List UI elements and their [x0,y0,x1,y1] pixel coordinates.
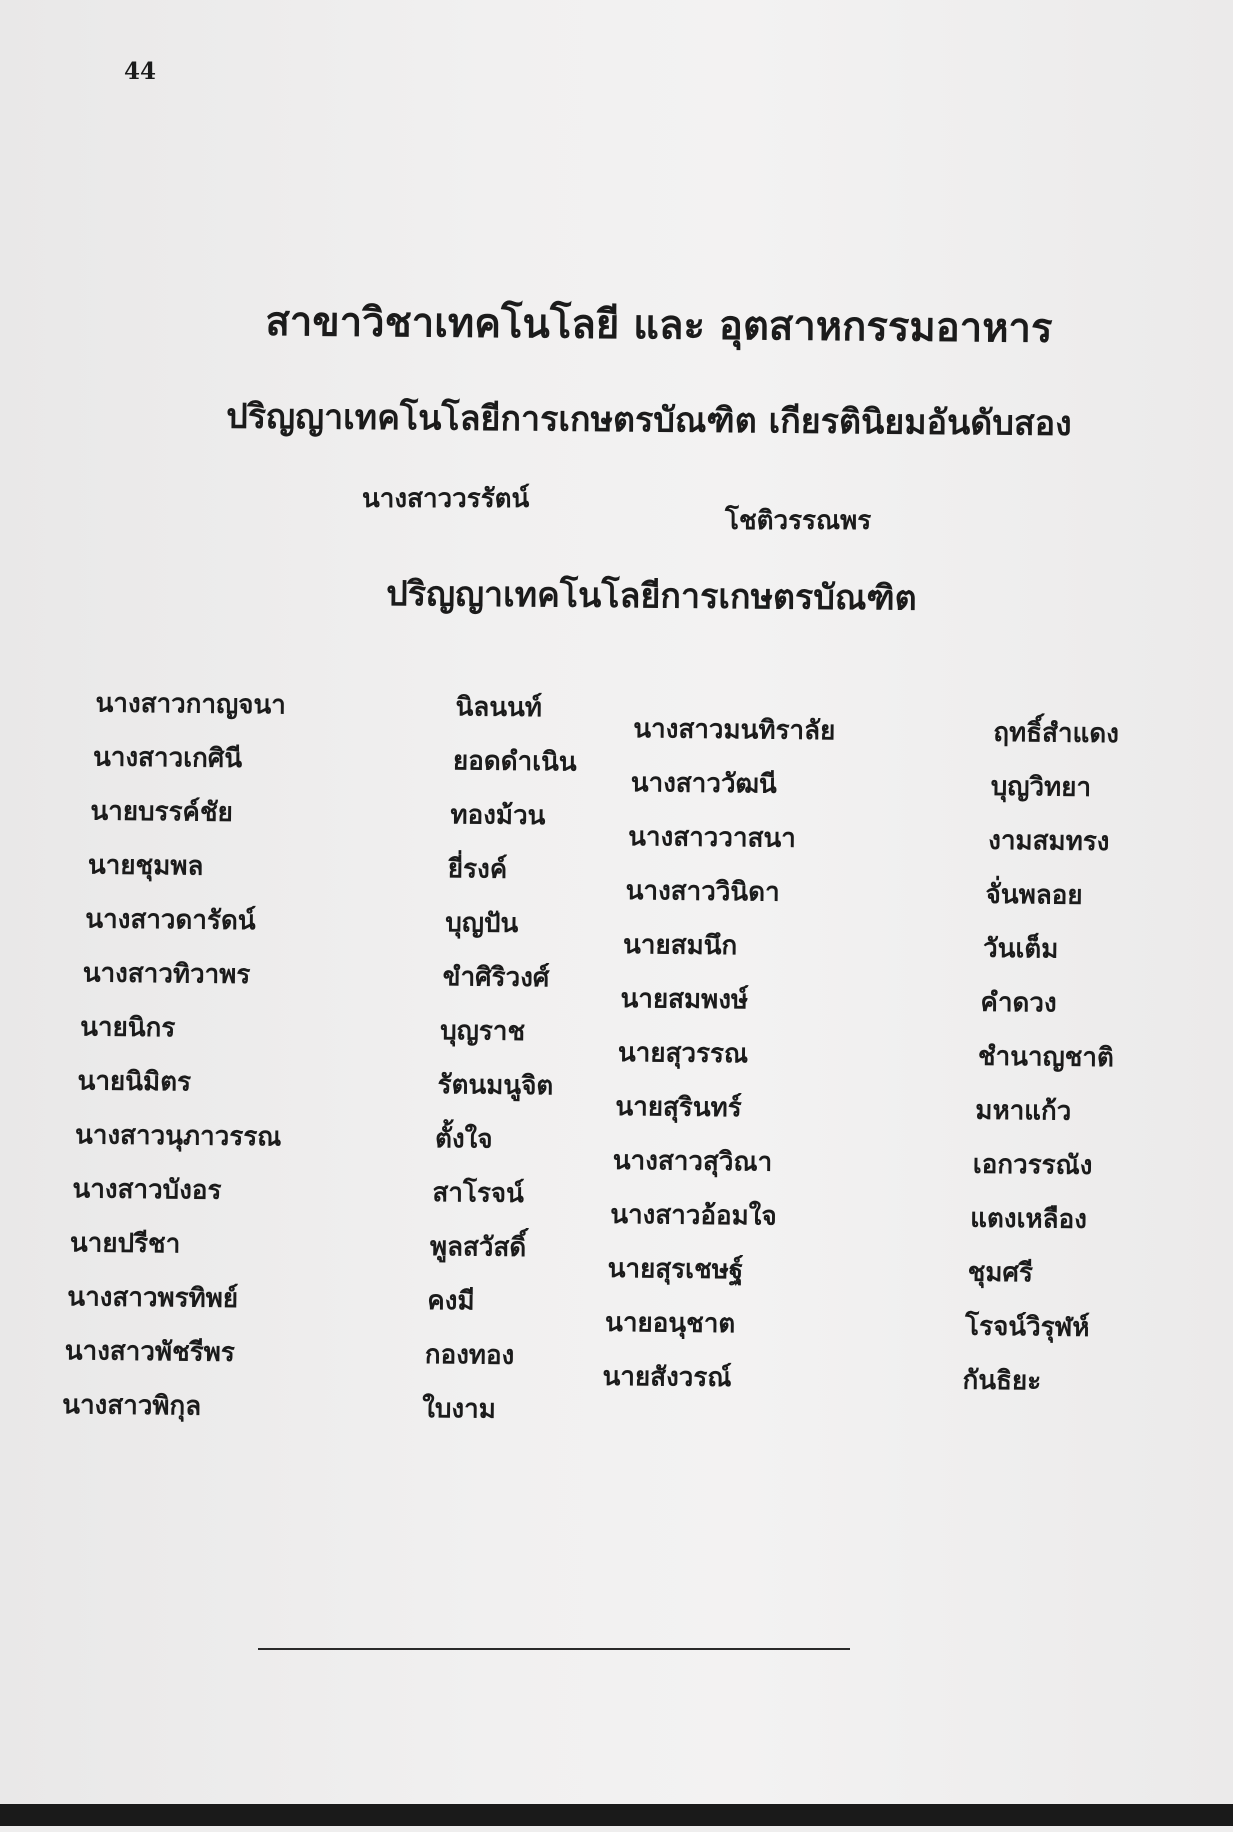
graduate-surname: บุญวิทยา [990,771,1092,803]
graduate-surname: โรจน์วิรุฬห์ [964,1311,1090,1343]
graduate-given-name: นายสมพงษ์ [620,984,749,1016]
graduate-surname: ชำนาญชาติ [977,1041,1115,1074]
divider-line [258,1648,850,1650]
graduate-given-name: นายนิกร [80,1012,176,1044]
graduate-surname: กองทอง [424,1339,515,1371]
graduate-surname: บุญปัน [445,908,519,939]
graduate-given-name: นางสาวอ้อมใจ [610,1199,777,1232]
graduate-given-name: นายนิมิตร [77,1066,192,1098]
graduate-surname: สาโรจน์ [432,1178,525,1210]
graduate-surname: จั่นพลอย [985,879,1083,911]
graduate-surname: ฤทธิ์สำแดง [993,717,1120,750]
graduate-given-name: นายอนุชาต [604,1307,736,1340]
graduate-surname: ชุมศรี [967,1257,1034,1289]
graduate-surname: พูลสวัสดิ์ [429,1232,527,1264]
graduate-given-name: นางสาวมนทิราลัย [633,714,836,747]
page-number: 44 [124,58,157,85]
graduate-surname: คงมี [427,1285,475,1317]
graduate-given-name: นายสุรินทร์ [615,1091,742,1124]
graduate-given-name: นางสาวเกศินี [92,742,243,775]
graduate-surname: บุญราช [440,1016,526,1048]
graduate-given-name: นายปรีชา [69,1228,181,1260]
graduate-surname: ยี่รงค์ [447,854,508,885]
graduate-surname: ขำศิริวงศ์ [442,962,550,994]
graduate-surname: เอกวรรณัง [972,1149,1093,1181]
graduate-surname: นิลนนท์ [455,692,543,724]
graduate-given-name: นางสาวพิกุล [62,1390,202,1422]
graduate-surname: ทองม้วน [450,800,546,832]
graduate-surname: กันธิยะ [962,1365,1042,1397]
graduate-given-name: นางสาวบังอร [72,1174,222,1206]
department-title: สาขาวิชาเทคโนโลยี และ อุตสาหกรรมอาหาร [265,297,1053,352]
graduate-given-name: นางสาวสุวิณา [612,1145,773,1178]
graduate-given-name: นางสาวดารัดน์ [85,904,256,937]
graduate-surname: รัตนมนูจิต [437,1070,554,1102]
graduate-surname: คำดวง [980,987,1057,1019]
honors-graduate-surname: โชติวรรณพร [725,506,872,536]
graduate-given-name: นางสาววาสนา [628,822,796,854]
graduate-given-name: นายสังวรณ์ [602,1361,732,1394]
graduate-given-name: นางสาววินิดา [625,876,780,908]
graduate-given-name: นายสุวรรณ [617,1037,749,1070]
graduate-given-name: นางสาววัฒนี [630,768,777,800]
graduate-given-name: นางสาวนุภาวรรณ [74,1120,282,1153]
honors-graduate-given-name: นางสาววรรัตน์ [362,484,530,514]
graduate-given-name: นายชุมพล [87,850,204,882]
graduate-given-name: นายบรรค์ชัย [90,796,233,828]
graduate-surname: ตั้งใจ [434,1124,493,1155]
graduate-surname: วันเต็ม [982,933,1059,965]
graduate-surname: งามสมทรง [988,825,1110,858]
graduate-surname: แตงเหลือง [970,1203,1088,1235]
graduate-given-name: นายสุรเชษฐ์ [607,1253,744,1286]
graduate-given-name: นางสาวกาญจนา [95,688,286,721]
graduate-given-name: นางสาวทิวาพร [82,958,251,991]
graduate-surname: ยอดดำเนิน [452,746,577,778]
honors-heading: ปริญญาเทคโนโลยีการเกษตรบัณฑิต เกียรตินิยมอันดับสอง [226,396,1072,444]
graduate-given-name: นายสมนึก [622,930,738,962]
graduate-given-name: นางสาวพัชรีพร [64,1336,235,1368]
degree-heading: ปริญญาเทคโนโลยีการเกษตรบัณฑิต [386,573,917,619]
graduate-surname: ใบงาม [422,1393,497,1425]
graduate-surname: มหาแก้ว [975,1095,1072,1127]
scan-edge [0,1804,1233,1826]
graduate-given-name: นางสาวพรทิพย์ [67,1282,239,1315]
